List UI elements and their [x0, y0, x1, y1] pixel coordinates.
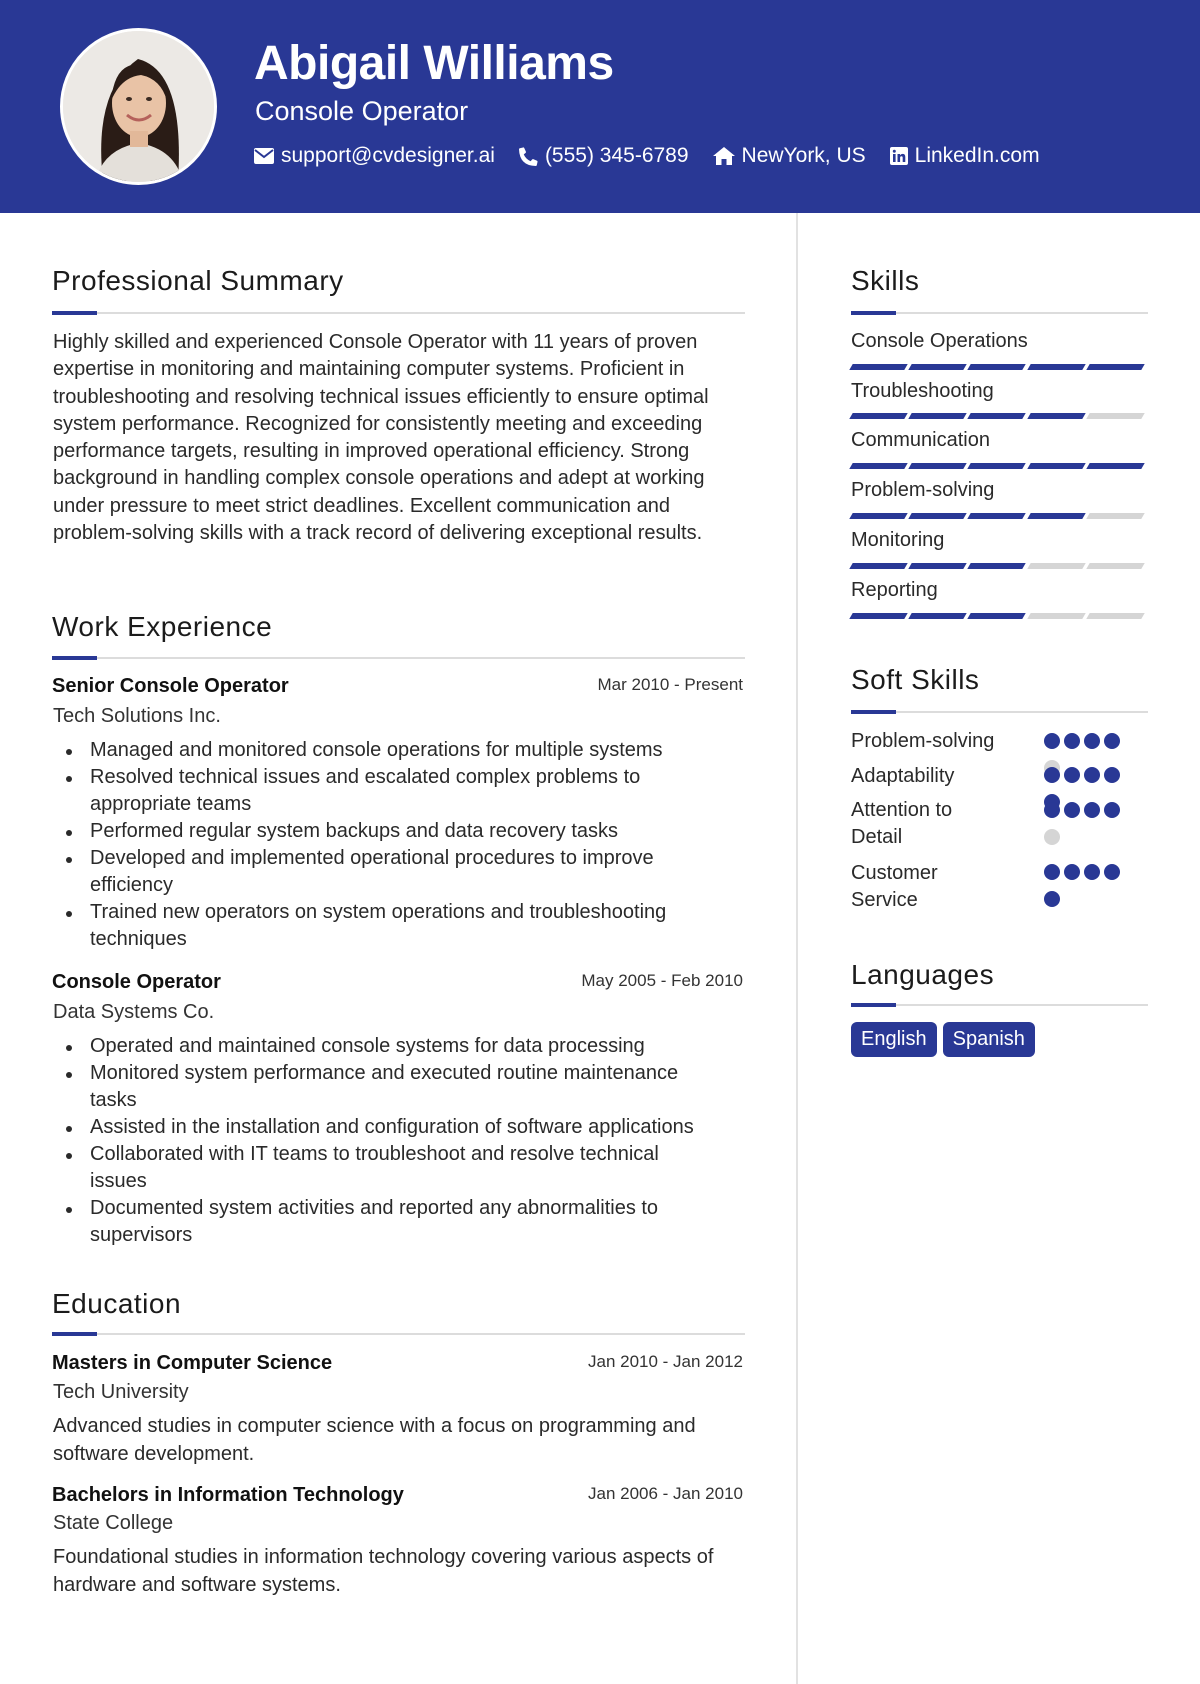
languages-rule	[851, 1004, 1148, 1006]
list-item: Documented system activities and reported any abnormalities to supervisors	[52, 1195, 712, 1249]
skill-level-segment	[968, 613, 1027, 619]
degree-description: Foundational studies in information technology covering various aspects of hardware and software systems.	[53, 1546, 714, 1596]
skill-level-bar	[851, 413, 1147, 419]
skill-level-segment	[849, 463, 908, 469]
summary-heading: Professional Summary	[52, 265, 344, 296]
candidate-name: Abigail Williams	[254, 37, 614, 90]
skill-level-segment	[1027, 413, 1086, 419]
job-dates: Mar 2010 - Present	[597, 675, 743, 694]
list-item: Trained new operators on system operations and troubleshooting techniques	[52, 899, 712, 953]
list-item: Operated and maintained console systems for data processing	[52, 1033, 712, 1060]
candidate-title: Console Operator	[255, 96, 469, 126]
skills-heading: Skills	[851, 265, 920, 296]
experience-rule	[52, 657, 745, 659]
column-divider	[796, 213, 798, 1684]
soft-skill-dot	[1104, 733, 1120, 749]
skill-level-segment	[1027, 513, 1086, 519]
home-icon	[713, 147, 735, 165]
phone-icon	[519, 147, 538, 166]
resume-header	[0, 0, 1200, 213]
skill-name: Console Operations	[851, 330, 1028, 352]
list-item: Performed regular system backups and data recovery tasks	[52, 818, 712, 845]
degree-dates: Jan 2006 - Jan 2010	[587, 1484, 743, 1503]
skill-level-segment	[1086, 413, 1145, 419]
degree-description: Advanced studies in computer science with a focus on programming and software development.	[53, 1415, 696, 1465]
soft-skill-dot	[1084, 767, 1100, 783]
degree-title: Bachelors in Information Technology	[52, 1484, 404, 1506]
skill-level-segment	[849, 613, 908, 619]
skill-level-segment	[1027, 613, 1086, 619]
list-item: Managed and monitored console operations for multiple systems	[52, 737, 712, 764]
skill-level-segment	[908, 413, 967, 419]
skill-level-segment	[1086, 513, 1145, 519]
job-company: Tech Solutions Inc.	[53, 705, 221, 727]
skill-level-bar	[851, 513, 1147, 519]
soft-skill-dot	[1084, 733, 1100, 749]
skill-level-segment	[1086, 613, 1145, 619]
language-tag: Spanish	[943, 1022, 1035, 1057]
education-rule	[52, 1333, 745, 1335]
contact-email-text: support@cvdesigner.ai	[281, 144, 495, 167]
skill-level-segment	[849, 563, 908, 569]
job-bullets	[52, 737, 712, 953]
skill-level-segment	[849, 413, 908, 419]
skill-level-segment	[1086, 563, 1145, 569]
job-title: Console Operator	[52, 971, 221, 993]
skill-name: Communication	[851, 429, 990, 451]
soft-skill-dot	[1104, 767, 1120, 783]
skill-name: Troubleshooting	[851, 380, 994, 402]
skills-rule	[851, 312, 1148, 314]
skill-level-segment	[849, 513, 908, 519]
skill-level-segment	[968, 513, 1027, 519]
list-item: Assisted in the installation and configuration of software applications	[52, 1114, 712, 1141]
contact-linkedin-text: LinkedIn.com	[914, 144, 1040, 167]
skill-level-segment	[849, 364, 908, 370]
soft-skill-name: Customer Service	[851, 862, 938, 911]
skill-level-bar	[851, 364, 1147, 370]
skill-level-bar	[851, 613, 1147, 619]
skill-level-segment	[968, 463, 1027, 469]
soft-skill-dot	[1044, 864, 1060, 880]
skill-level-segment	[908, 613, 967, 619]
soft-skill-dot	[1044, 891, 1060, 907]
list-item: Resolved technical issues and escalated complex problems to appropriate teams	[52, 764, 712, 818]
soft-skills-rule	[851, 711, 1148, 713]
language-tags	[851, 1022, 1041, 1057]
degree-title: Masters in Computer Science	[52, 1352, 333, 1374]
soft-skill-dot	[1064, 864, 1080, 880]
soft-skill-name: Problem-solving	[851, 730, 995, 752]
soft-skill-dot	[1064, 733, 1080, 749]
degree-dates: Jan 2010 - Jan 2012	[587, 1352, 743, 1371]
skill-level-segment	[1027, 563, 1086, 569]
skill-level-segment	[968, 364, 1027, 370]
contact-location-text: NewYork, US	[741, 144, 866, 167]
contact-phone[interactable]	[519, 144, 689, 168]
contact-bar	[254, 144, 1064, 168]
list-item: Developed and implemented operational procedures to improve efficiency	[52, 845, 712, 899]
skill-level-bar	[851, 563, 1147, 569]
contact-location	[713, 144, 866, 168]
skill-level-bar	[851, 463, 1147, 469]
list-item: Monitored system performance and executed routine maintenance tasks	[52, 1060, 712, 1114]
profile-photo	[60, 28, 217, 185]
soft-skill-dots	[1044, 864, 1130, 918]
skill-level-segment	[1027, 463, 1086, 469]
contact-email[interactable]	[254, 144, 495, 168]
soft-skill-name: Attention to Detail	[851, 799, 953, 848]
soft-skill-dot	[1084, 802, 1100, 818]
job-dates: May 2005 - Feb 2010	[581, 971, 743, 990]
skill-level-segment	[908, 563, 967, 569]
education-heading: Education	[52, 1288, 182, 1319]
skill-level-segment	[908, 463, 967, 469]
soft-skill-dot	[1064, 802, 1080, 818]
skill-name: Problem-solving	[851, 479, 995, 501]
skill-name: Monitoring	[851, 529, 945, 551]
portrait-image	[63, 31, 214, 182]
contact-linkedin[interactable]	[890, 144, 1040, 168]
soft-skill-dot	[1044, 802, 1060, 818]
envelope-icon	[254, 148, 274, 164]
linkedin-icon	[890, 147, 908, 165]
skill-name: Reporting	[851, 579, 938, 601]
school-name: Tech University	[53, 1381, 189, 1403]
skill-level-segment	[1027, 364, 1086, 370]
experience-heading: Work Experience	[52, 611, 273, 642]
soft-skill-dot	[1044, 829, 1060, 845]
soft-skill-dot	[1044, 767, 1060, 783]
summary-rule	[52, 312, 745, 314]
job-bullets	[52, 1033, 712, 1249]
skill-level-segment	[1086, 463, 1145, 469]
list-item: Collaborated with IT teams to troubleshoot and resolve technical issues	[52, 1141, 712, 1195]
skill-level-segment	[968, 563, 1027, 569]
school-name: State College	[53, 1512, 174, 1534]
soft-skills-heading: Soft Skills	[851, 664, 980, 695]
soft-skill-dot	[1104, 864, 1120, 880]
soft-skill-dot	[1064, 767, 1080, 783]
soft-skill-dot	[1104, 802, 1120, 818]
skill-level-segment	[968, 413, 1027, 419]
job-title: Senior Console Operator	[52, 675, 289, 697]
soft-skill-name: Adaptability	[851, 765, 955, 787]
skill-level-segment	[908, 513, 967, 519]
skill-level-segment	[1086, 364, 1145, 370]
soft-skill-dot	[1044, 733, 1060, 749]
languages-heading: Languages	[851, 959, 995, 990]
language-tag: English	[851, 1022, 937, 1057]
job-company: Data Systems Co.	[53, 1001, 215, 1023]
skill-level-segment	[908, 364, 967, 370]
contact-phone-text: (555) 345-6789	[544, 144, 689, 167]
soft-skill-dot	[1084, 864, 1100, 880]
summary-text: Highly skilled and experienced Console Operator with 11 years of proven expertise in monitoring and maintaining computer systems. Proficient in troubleshooting and resolving technical issues efficiently to ensure optimal system performance. Recognized for consistently meeting and exceeding performance targets, resulting in improved operational efficiency. Strong background in handling complex console operations and adept at working under pressure to meet strict deadlines. Excellent communication and problem-solving skills with a track record of delivering exceptional results.	[53, 331, 709, 545]
soft-skill-dots	[1044, 802, 1130, 856]
